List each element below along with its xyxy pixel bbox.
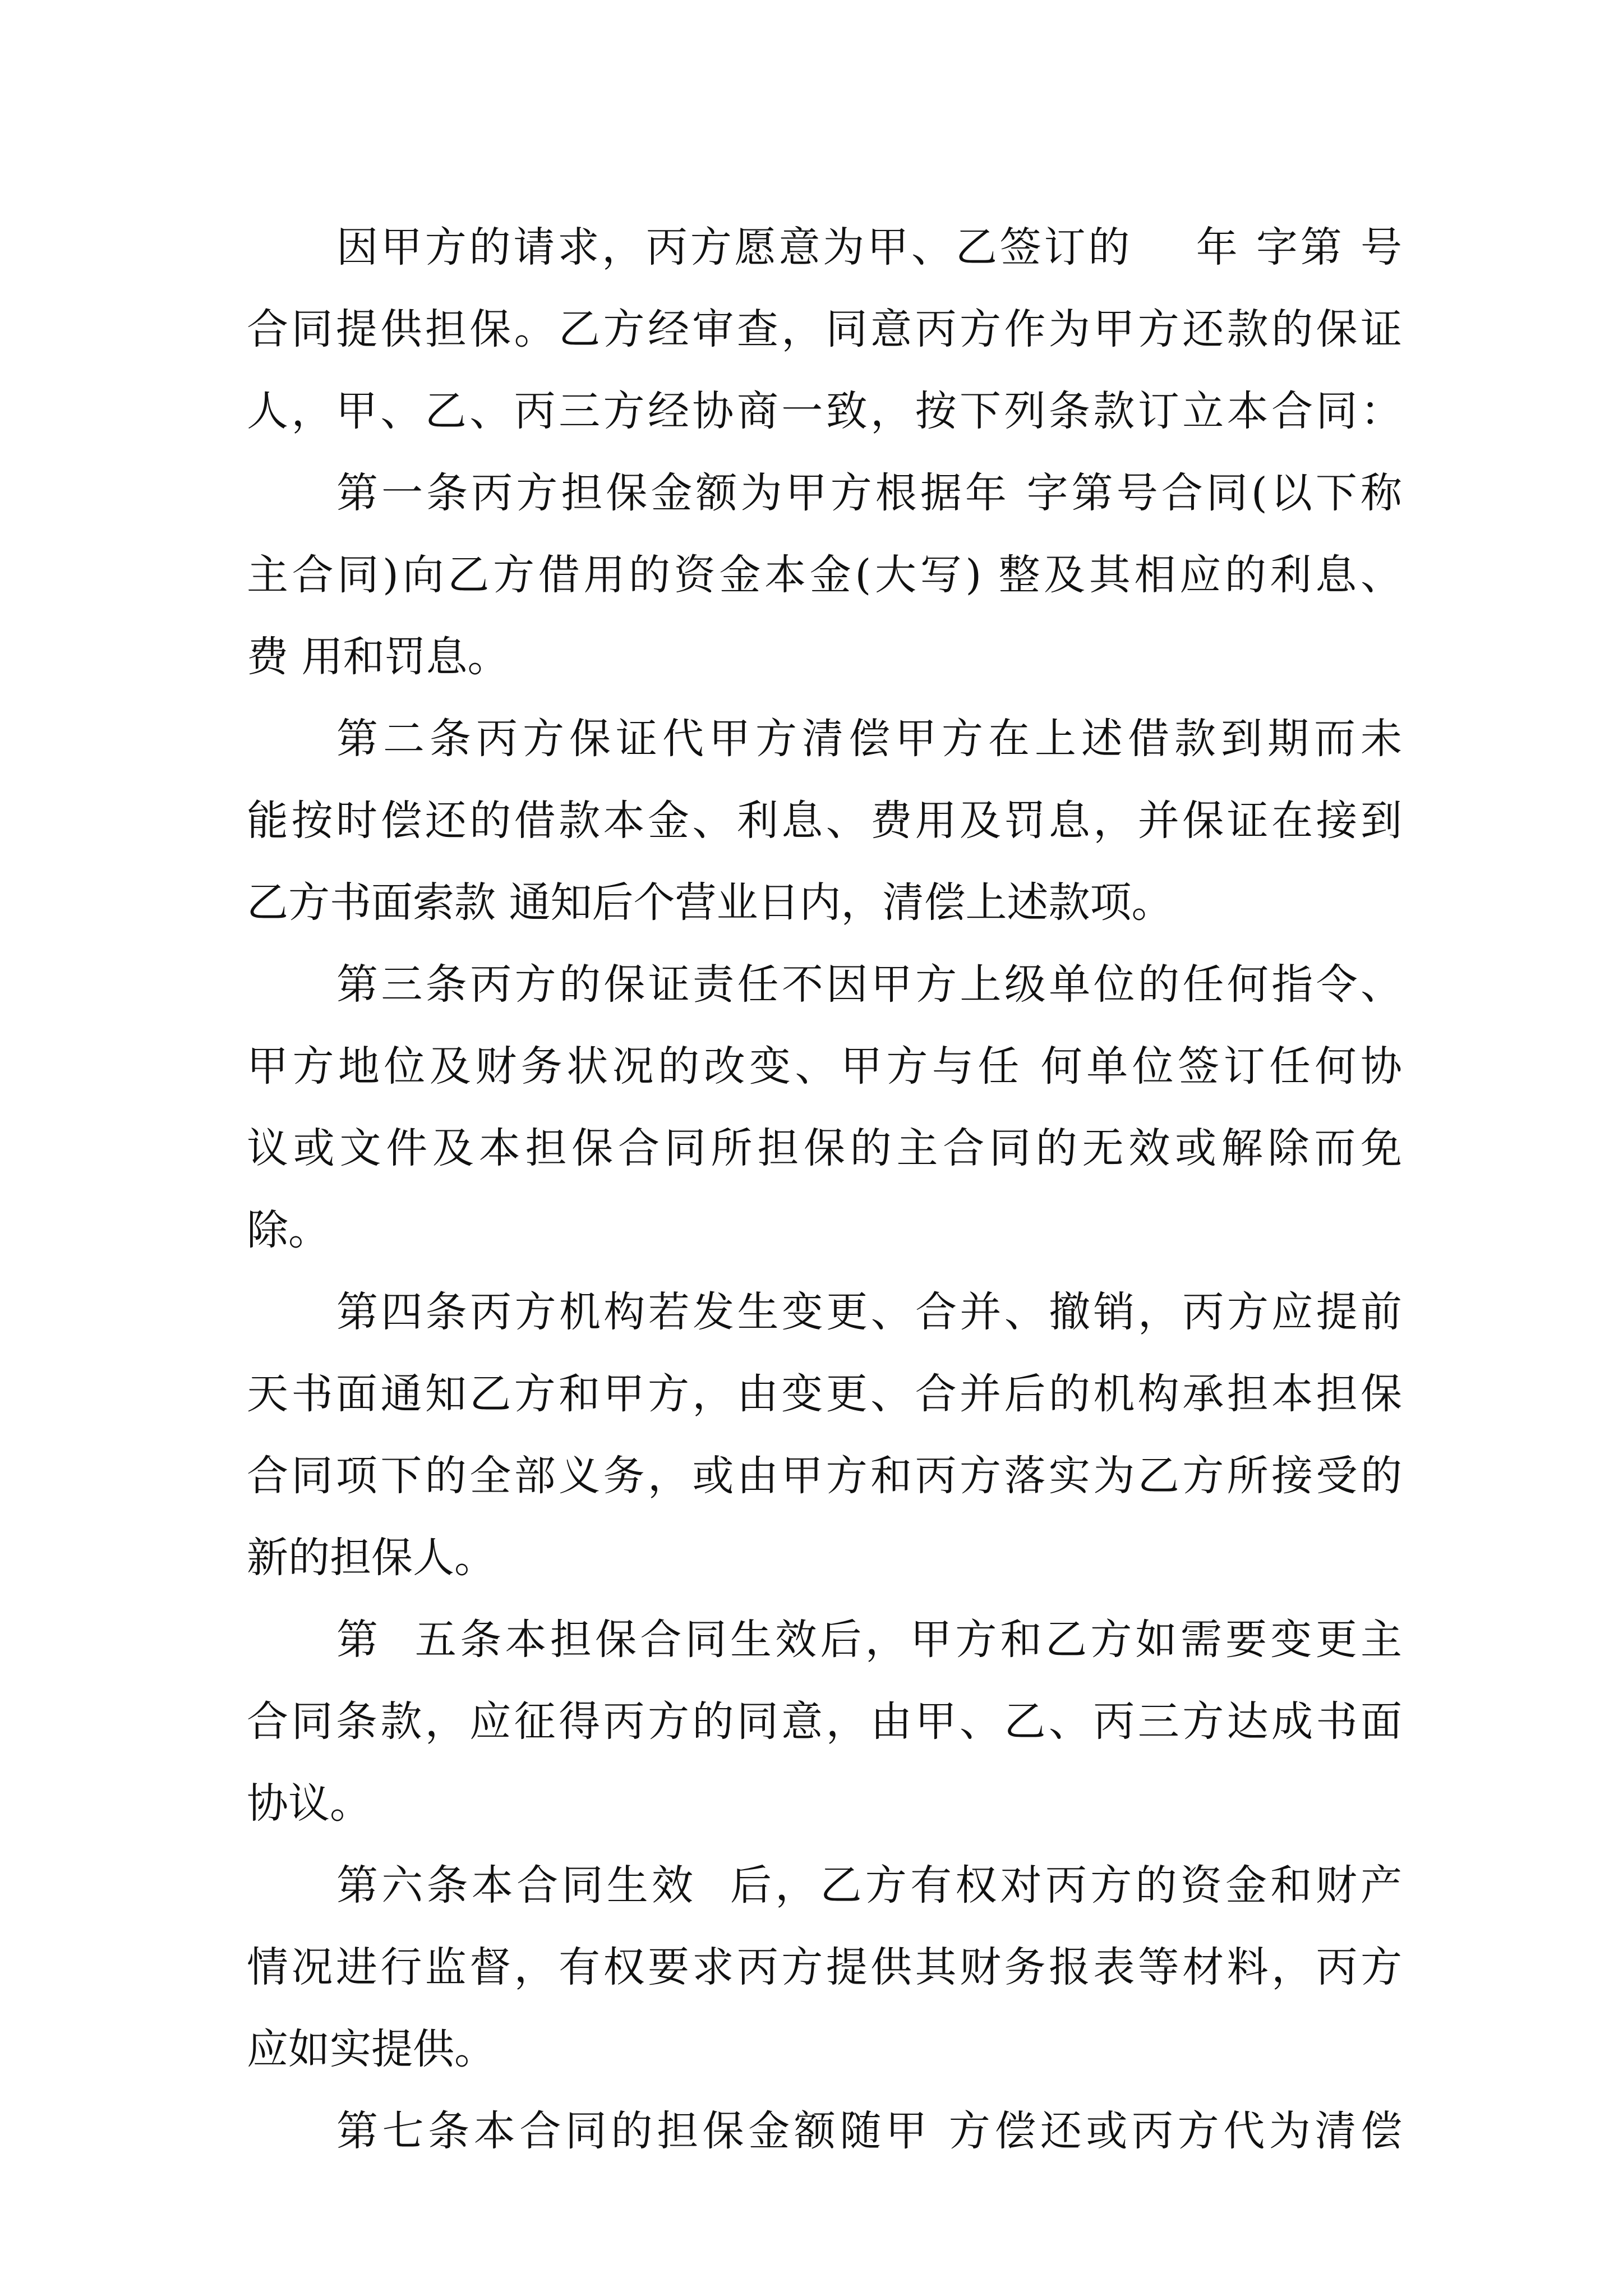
text-line: 情况进行监督，有权要求丙方提供其财务报表等材料，丙方 — [247, 1943, 1402, 1991]
text-line: 主合同)向乙方借用的资金本金(大写) 整及其相应的利息、 — [247, 551, 1402, 599]
text-line: 第三条丙方的保证责任不因甲方上级单位的任何指令、 — [336, 960, 1402, 1009]
text-line: 第 五条本担保合同生效后，甲方和乙方如需要变更主 — [336, 1616, 1402, 1664]
text-line: 合同提供担保。乙方经审查，同意丙方作为甲方还款的保证 — [247, 305, 1402, 353]
text-line: 第二条丙方保证代甲方清偿甲方在上述借款到期而未 — [336, 715, 1402, 763]
text-line: 天书面通知乙方和甲方，由变更、合并后的机构承担本担保 — [247, 1370, 1402, 1418]
text-line: 费 用和罚息。 — [247, 633, 509, 681]
text-line: 新的担保人。 — [247, 1534, 496, 1582]
contract-text — [247, 206, 1402, 2172]
text-line: 第七条本合同的担保金额随甲 方偿还或丙方代为清偿 — [336, 2107, 1402, 2155]
text-line: 因甲方的请求，丙方愿意为甲、乙签订的 年 字第 号 — [336, 223, 1402, 272]
text-line: 合同条款，应征得丙方的同意，由甲、乙、丙三方达成书面 — [247, 1697, 1402, 1746]
text-line: 第六条本合同生效 后，乙方有权对丙方的资金和财产 — [336, 1861, 1402, 1910]
text-line: 应如实提供。 — [247, 2025, 496, 2073]
text-line: 除。 — [247, 1206, 330, 1254]
text-line: 人，甲、乙、丙三方经协商一致，按下列条款订立本合同： — [247, 387, 1402, 435]
text-line: 协议。 — [247, 1779, 371, 1828]
text-line: 第四条丙方机构若发生变更、合并、撤销，丙方应提前 — [336, 1288, 1402, 1336]
text-line: 甲方地位及财务状况的改变、甲方与任 何单位签订任何协 — [247, 1042, 1402, 1091]
text-line: 乙方书面索款 通知后个营业日内，清偿上述款项。 — [247, 878, 1173, 927]
text-line: 第一条丙方担保金额为甲方根据年 字第号合同(以下称 — [336, 469, 1402, 517]
text-line: 能按时偿还的借款本金、利息、费用及罚息，并保证在接到 — [247, 797, 1402, 845]
text-line: 议或文件及本担保合同所担保的主合同的无效或解除而免 — [247, 1124, 1402, 1172]
text-line: 合同项下的全部义务，或由甲方和丙方落实为乙方所接受的 — [247, 1452, 1402, 1500]
